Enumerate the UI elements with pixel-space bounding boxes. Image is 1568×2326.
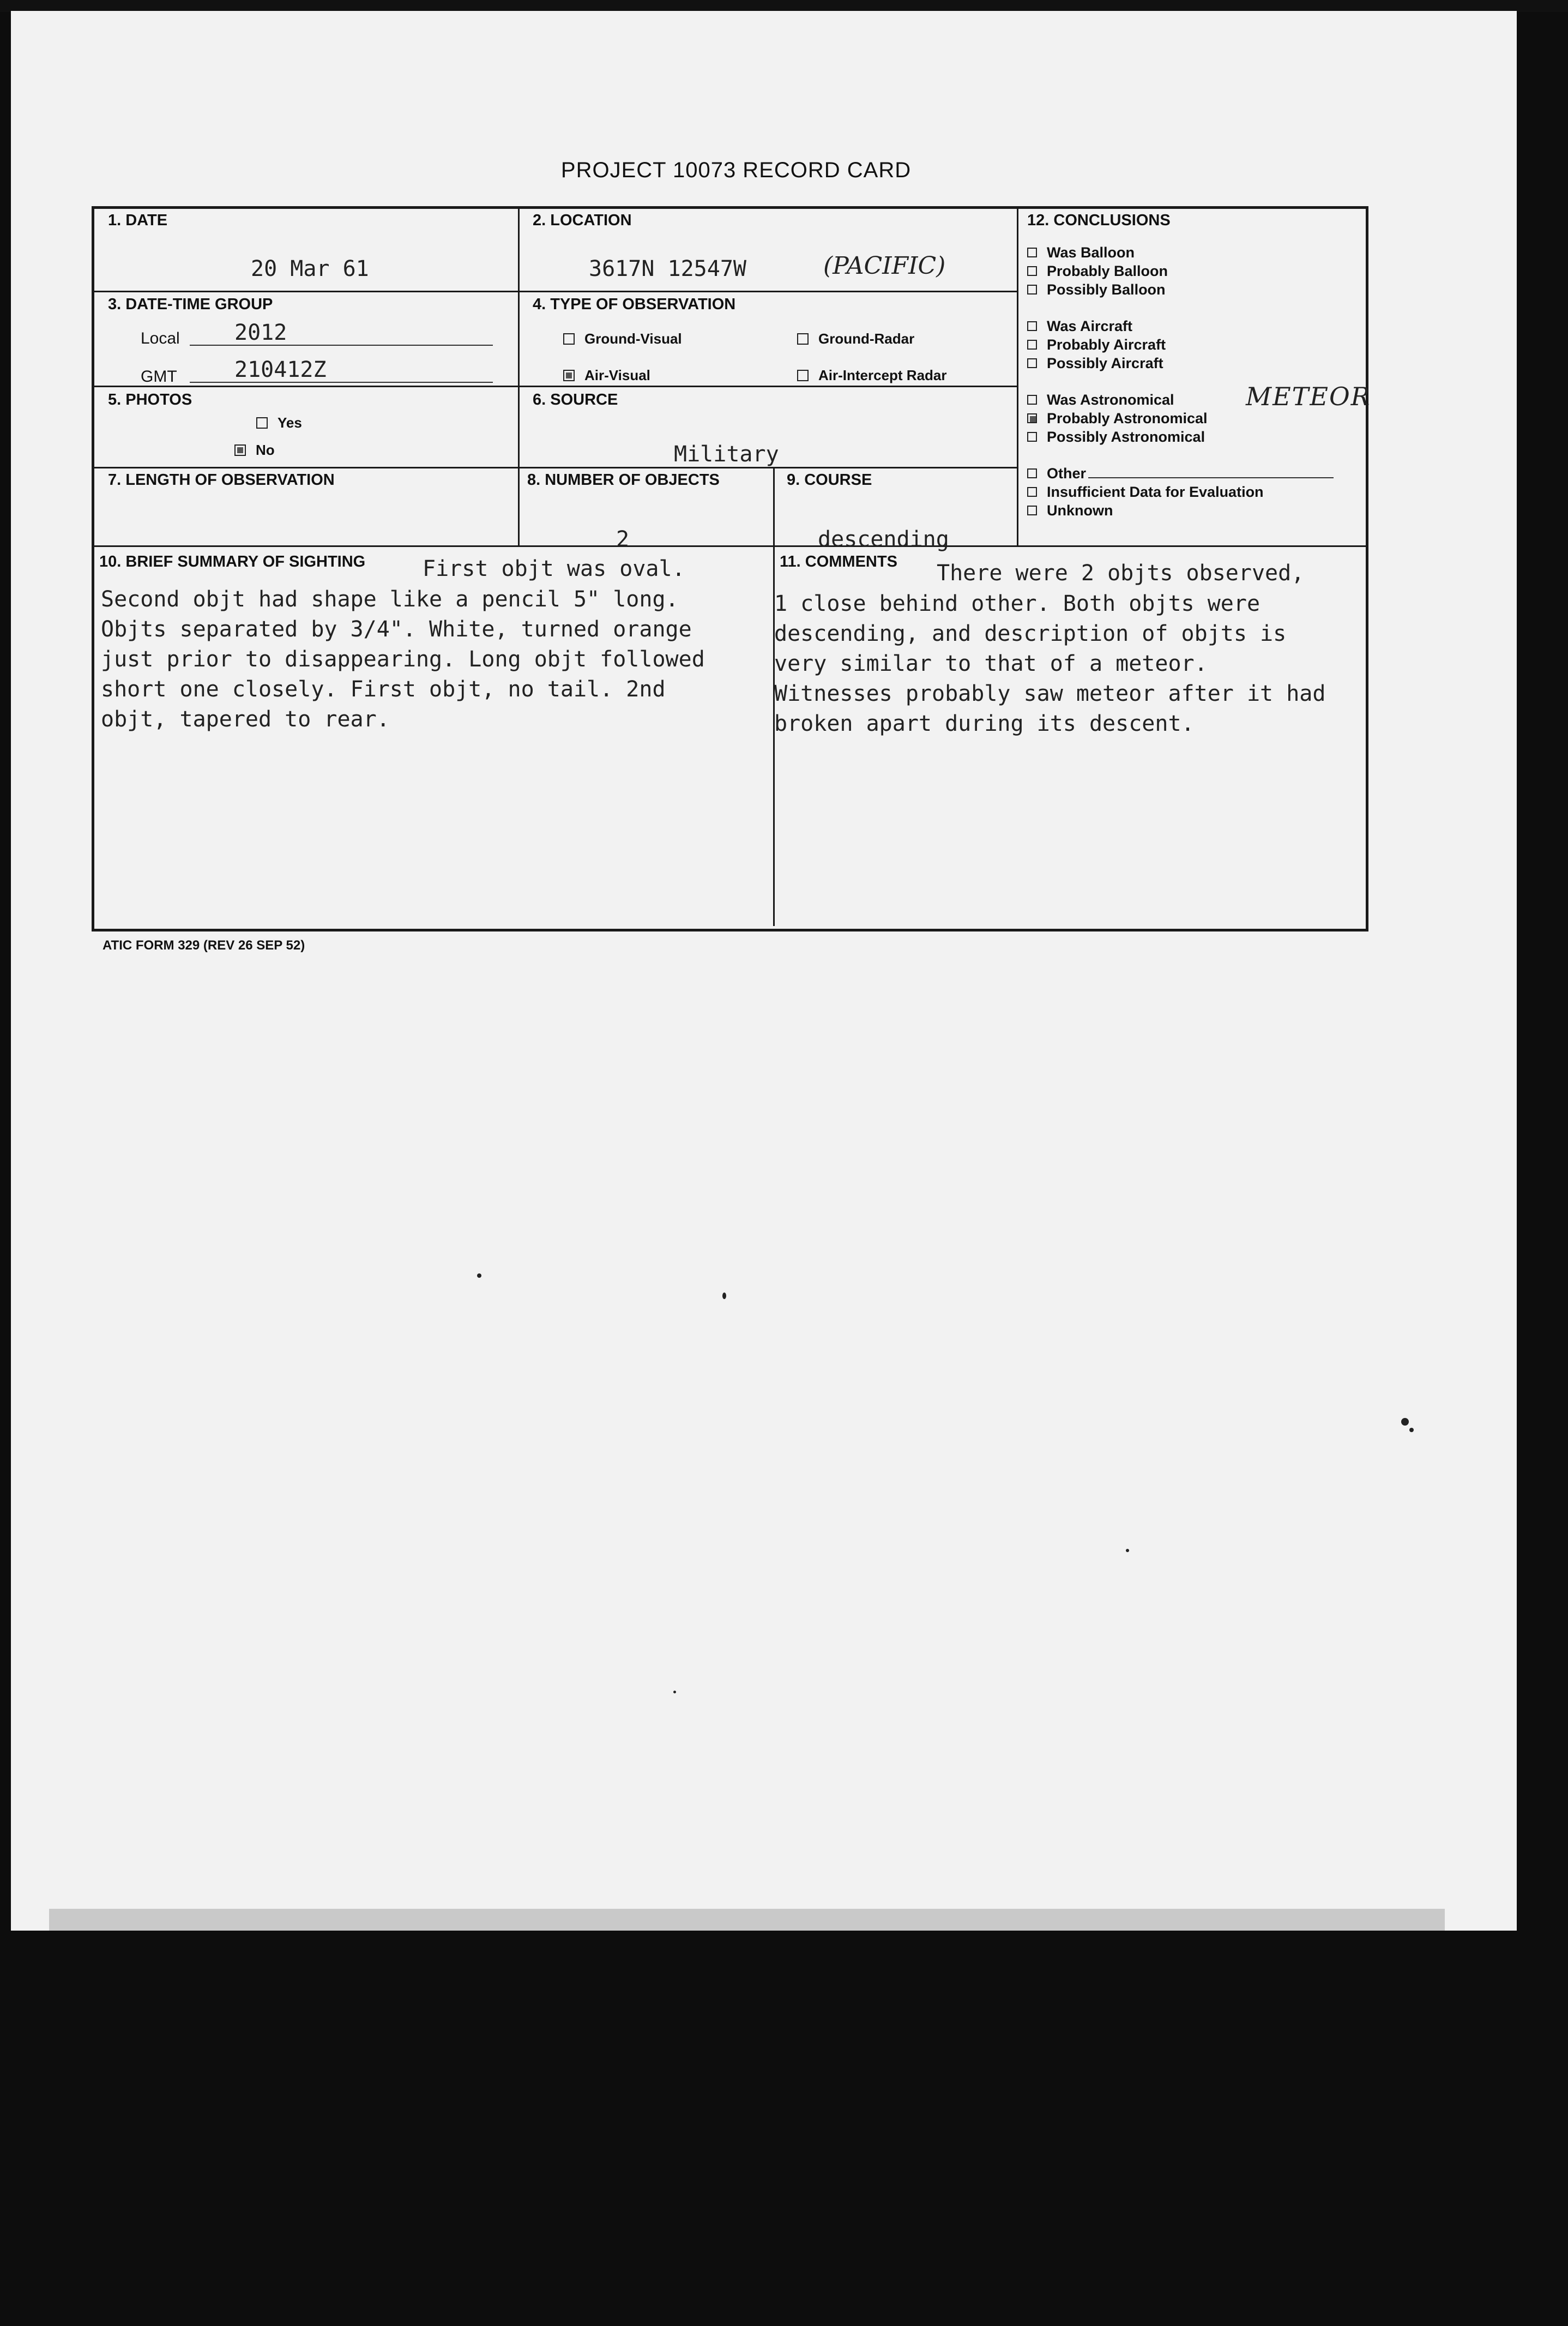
type-of-observation-label: 4. TYPE OF OBSERVATION (533, 296, 736, 313)
checkbox (1027, 395, 1037, 405)
conclusion-option-label: Unknown (1047, 502, 1113, 519)
conclusion-option-label: Probably Balloon (1047, 263, 1168, 279)
conclusion-option (1027, 392, 1174, 408)
local-label: Local (141, 329, 180, 347)
location-label: 2. LOCATION (533, 212, 632, 229)
scan-speck (722, 1293, 726, 1299)
conclusion-option (1027, 465, 1334, 482)
conclusion-option-label: Possibly Balloon (1047, 281, 1166, 298)
checkbox (1027, 506, 1037, 515)
option-ground-radar: Ground-Radar (797, 330, 914, 347)
checkbox (1027, 358, 1037, 368)
divider (94, 386, 1017, 387)
conclusion-option-label: Possibly Aircraft (1047, 355, 1163, 371)
checkbox (1027, 432, 1037, 442)
divider (518, 207, 520, 545)
checkbox (1027, 248, 1037, 257)
number-of-objects-value: 2 (616, 527, 630, 552)
conclusion-option-label: Other (1047, 465, 1087, 482)
checkbox (1027, 321, 1037, 331)
other-underline (1088, 477, 1334, 478)
handwritten-meteor-note: METEOR (1246, 382, 1371, 411)
conclusion-option-label: Probably Astronomical (1047, 410, 1208, 426)
conclusion-option (1027, 281, 1166, 298)
checkbox (1027, 285, 1037, 294)
checkbox-checked (1027, 413, 1037, 423)
divider (1017, 207, 1018, 545)
course-value: descending (818, 527, 949, 552)
scan-speck (1126, 1549, 1129, 1552)
checkbox (797, 370, 809, 381)
conclusion-option (1027, 263, 1168, 280)
gmt-value: 210412Z (234, 357, 327, 382)
checkbox (1027, 487, 1037, 497)
date-value: 20 Mar 61 (251, 256, 369, 281)
conclusion-option (1027, 410, 1208, 427)
conclusion-option (1027, 484, 1264, 501)
conclusion-option (1027, 244, 1135, 261)
divider (94, 545, 1366, 547)
local-value: 2012 (234, 320, 287, 345)
page-title: PROJECT 10073 RECORD CARD (560, 158, 912, 182)
conclusion-option (1027, 318, 1132, 335)
divider (94, 291, 1017, 292)
photos-option-no: No (234, 442, 275, 459)
conclusion-option (1027, 355, 1163, 372)
conclusion-option (1027, 502, 1113, 519)
checkbox (563, 333, 575, 345)
conclusion-option-label: Insufficient Data for Evaluation (1047, 484, 1264, 500)
conclusion-option (1027, 336, 1166, 353)
checkbox-checked (234, 444, 246, 456)
location-coords: 3617N 12547W (589, 256, 746, 281)
course-label: 9. COURSE (787, 471, 872, 489)
conclusion-option-label: Was Aircraft (1047, 318, 1133, 334)
option-ground-visual: Ground-Visual (563, 330, 682, 347)
number-of-objects-label: 8. NUMBER OF OBJECTS (527, 471, 720, 489)
conclusion-option-label: Probably Aircraft (1047, 336, 1166, 353)
conclusion-option-label: Possibly Astronomical (1047, 429, 1205, 445)
location-note: (PACIFIC) (823, 252, 946, 280)
photos-option-yes: Yes (256, 414, 302, 431)
option-air-visual: Air-Visual (563, 367, 650, 384)
summary-first-line: First objt was oval. (423, 556, 685, 581)
summary-text: Second objt had shape like a pencil 5" long. Objts separated by 3/4". White, turned orange just prior to disappearing. Long objt followed short one closely. First objt, no tail. 2nd objt, tapered to rear. (101, 587, 705, 732)
scan-speck (1401, 1418, 1409, 1426)
checkbox (1027, 468, 1037, 478)
comments-text: 1 close behind other. Both objts were descending, and description of objts is very similar to that of a meteor. Witnesses probably saw meteor after it had broken apart during its descent. (774, 591, 1326, 736)
photos-label: 5. PHOTOS (108, 391, 192, 408)
summary-label: 10. BRIEF SUMMARY OF SIGHTING (99, 553, 366, 570)
length-of-observation-label: 7. LENGTH OF OBSERVATION (108, 471, 335, 489)
date-label: 1. DATE (108, 212, 168, 229)
scan-speck (673, 1691, 676, 1693)
checkbox (797, 333, 809, 345)
scan-border-top (0, 0, 1568, 12)
gmt-label: GMT (141, 368, 177, 386)
checkbox (256, 417, 268, 429)
comments-first-line: There were 2 objts observed, (937, 561, 1305, 586)
option-air-intercept-radar: Air-Intercept Radar (797, 367, 947, 384)
checkbox (1027, 266, 1037, 276)
conclusion-option-label: Was Balloon (1047, 244, 1135, 261)
scan-speck (1409, 1428, 1414, 1432)
form-footer: ATIC FORM 329 (REV 26 SEP 52) (102, 938, 305, 953)
conclusion-option-label: Was Astronomical (1047, 392, 1174, 408)
divider (94, 467, 1017, 468)
film-strip-edge (49, 1909, 1445, 1931)
source-value: Military (674, 442, 779, 467)
date-time-group-label: 3. DATE-TIME GROUP (108, 296, 273, 313)
checkbox-checked (563, 370, 575, 381)
comments-label: 11. COMMENTS (780, 553, 897, 570)
scan-speck (477, 1273, 481, 1278)
checkbox (1027, 340, 1037, 350)
conclusion-option (1027, 429, 1205, 446)
conclusions-label: 12. CONCLUSIONS (1027, 212, 1171, 229)
source-label: 6. SOURCE (533, 391, 618, 408)
